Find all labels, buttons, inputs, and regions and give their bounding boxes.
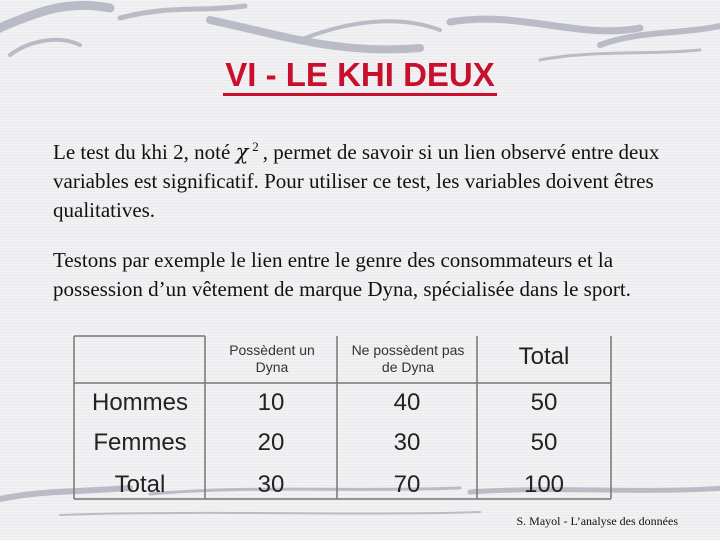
table-cell: 50 [530, 389, 558, 416]
chi-superscript: 2 [252, 139, 259, 154]
column-header-ne-possedent: Ne possèdent pas de Dyna [351, 342, 465, 375]
slide-title: VI - LE KHI DEUX [0, 54, 720, 96]
table-cell: 30 [393, 429, 421, 456]
example-paragraph: Testons par exemple le lien entre le genre des consommateurs et la possession d’un vêtement de marque Dyna, spécialisée dans le sport. [53, 248, 631, 301]
table-cell: 20 [257, 429, 285, 456]
column-header-total: Total [518, 343, 570, 370]
table-cell: 30 [257, 471, 285, 498]
row-label-total: Total [114, 471, 166, 498]
contingency-table [73, 334, 613, 500]
row-label-hommes: Hommes [91, 389, 188, 416]
table-cell: 70 [393, 471, 421, 498]
table-cell: 100 [523, 471, 565, 498]
table-cell: 10 [257, 389, 285, 416]
table-cell: 40 [393, 389, 421, 416]
footer-credit: S. Mayol - L’analyse des données [516, 514, 678, 528]
row-label-femmes: Femmes [93, 429, 187, 456]
intro-text-end: , permet de savoir si un lien observé entre deux variables est significatif. Pour utiliser ce test, les variables doivent êtres qualitatives. [53, 140, 660, 222]
column-header-possedent: Possèdent un Dyna [229, 342, 315, 375]
intro-text-start: Le test du khi 2, noté [53, 140, 236, 164]
table-cell: 50 [530, 429, 558, 456]
intro-paragraph [53, 132, 673, 225]
chi-symbol: χ [235, 140, 249, 164]
